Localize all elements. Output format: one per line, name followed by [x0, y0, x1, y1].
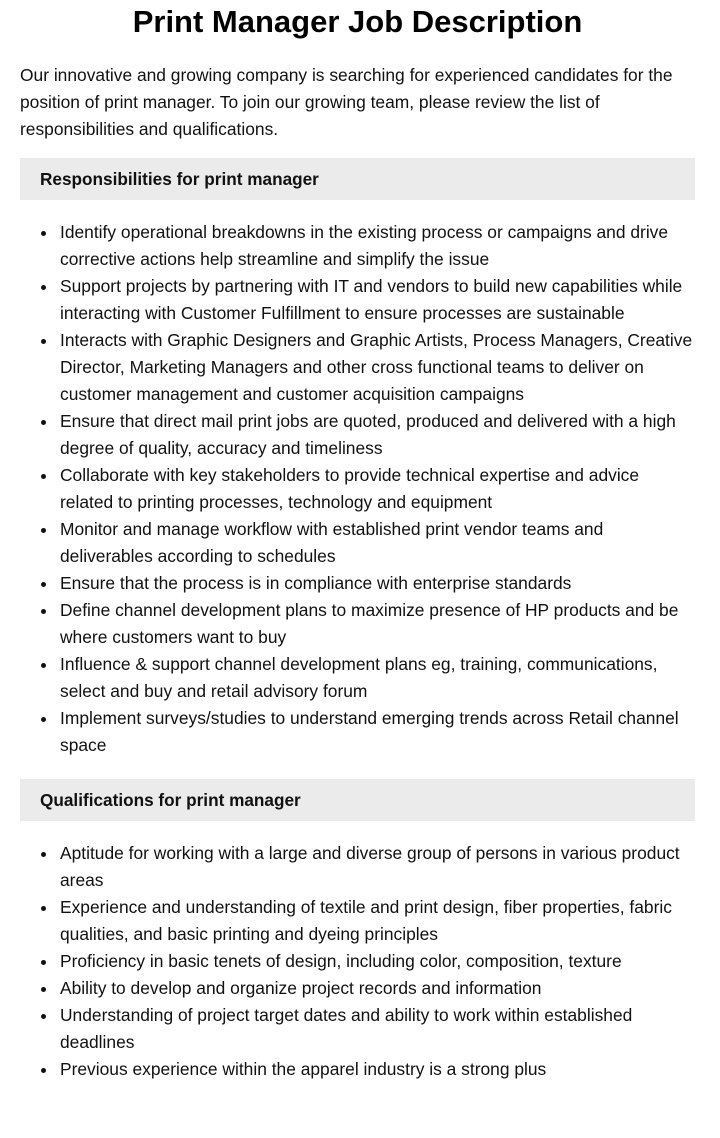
bullet-icon [41, 852, 46, 857]
bullet-icon [41, 609, 46, 614]
list-item [20, 597, 695, 651]
list-item-text: Ensure that the process is in compliance with enterprise standards [60, 573, 572, 593]
bullet-icon [41, 420, 46, 425]
list-item-text: Support projects by partnering with IT and vendors to build new capabilities while interacting with Customer Fulfillment to ensure processes are sustainable [60, 276, 683, 323]
bullet-icon [41, 1068, 46, 1073]
list-item-text: Identify operational breakdowns in the existing process or campaigns and drive corrective actions help streamline and simplify the issue [60, 222, 669, 269]
list-item [20, 219, 695, 273]
list-item [20, 327, 695, 408]
list-item [20, 273, 695, 327]
bullet-icon [41, 582, 46, 587]
list-item-text: Define channel development plans to maximize presence of HP products and be where customers want to buy [60, 600, 679, 647]
list-item-text: Monitor and manage workflow with established print vendor teams and deliverables according to schedules [60, 519, 604, 566]
list-item [20, 1056, 695, 1083]
list-item-text: Previous experience within the apparel industry is a strong plus [60, 1059, 547, 1079]
list-item [20, 1002, 695, 1056]
list-item-text: Collaborate with key stakeholders to provide technical expertise and advice related to printing processes, technology and equipment [60, 465, 640, 512]
list-item-text: Implement surveys/studies to understand emerging trends across Retail channel space [60, 708, 679, 755]
page-title: Print Manager Job Description [132, 4, 583, 39]
qualifications-heading: Qualifications for print manager [20, 779, 695, 821]
responsibilities-list [20, 219, 695, 759]
list-item [20, 948, 695, 975]
list-item-text: Interacts with Graphic Designers and Graphic Artists, Process Managers, Creative Director, Marketing Managers and other cross functional teams to deliver on customer management and customer acquisition campaigns [60, 330, 693, 404]
bullet-icon [41, 231, 46, 236]
list-item-text: Aptitude for working with a large and diverse group of persons in various product areas [60, 843, 680, 890]
list-item-text: Ability to develop and organize project records and information [60, 978, 542, 998]
list-item [20, 462, 695, 516]
list-item-text: Understanding of project target dates and ability to work within established deadlines [60, 1005, 633, 1052]
list-item [20, 894, 695, 948]
bullet-icon [41, 1014, 46, 1019]
intro-paragraph: Our innovative and growing company is searching for experienced candidates for the position of print manager. To join our growing team, please review the list of responsibilities and qualifications. [20, 65, 673, 139]
bullet-icon [41, 717, 46, 722]
list-item [20, 408, 695, 462]
qualifications-list [20, 840, 695, 1083]
bullet-icon [41, 960, 46, 965]
list-item [20, 705, 695, 759]
bullet-icon [41, 339, 46, 344]
bullet-icon [41, 474, 46, 479]
list-item-text: Experience and understanding of textile and print design, fiber properties, fabric qualities, and basic printing and dyeing principles [60, 897, 672, 944]
bullet-icon [41, 285, 46, 290]
list-item [20, 840, 695, 894]
list-item [20, 975, 695, 1002]
list-item-text: Influence & support channel development plans eg, training, communications, select and buy and retail advisory forum [60, 654, 658, 701]
list-item [20, 651, 695, 705]
bullet-icon [41, 987, 46, 992]
list-item [20, 570, 695, 597]
list-item-text: Ensure that direct mail print jobs are quoted, produced and delivered with a high degree of quality, accuracy and timeliness [60, 411, 676, 458]
bullet-icon [41, 528, 46, 533]
responsibilities-heading: Responsibilities for print manager [20, 158, 695, 200]
bullet-icon [41, 663, 46, 668]
bullet-icon [41, 906, 46, 911]
list-item [20, 516, 695, 570]
list-item-text: Proficiency in basic tenets of design, including color, composition, texture [60, 951, 622, 971]
